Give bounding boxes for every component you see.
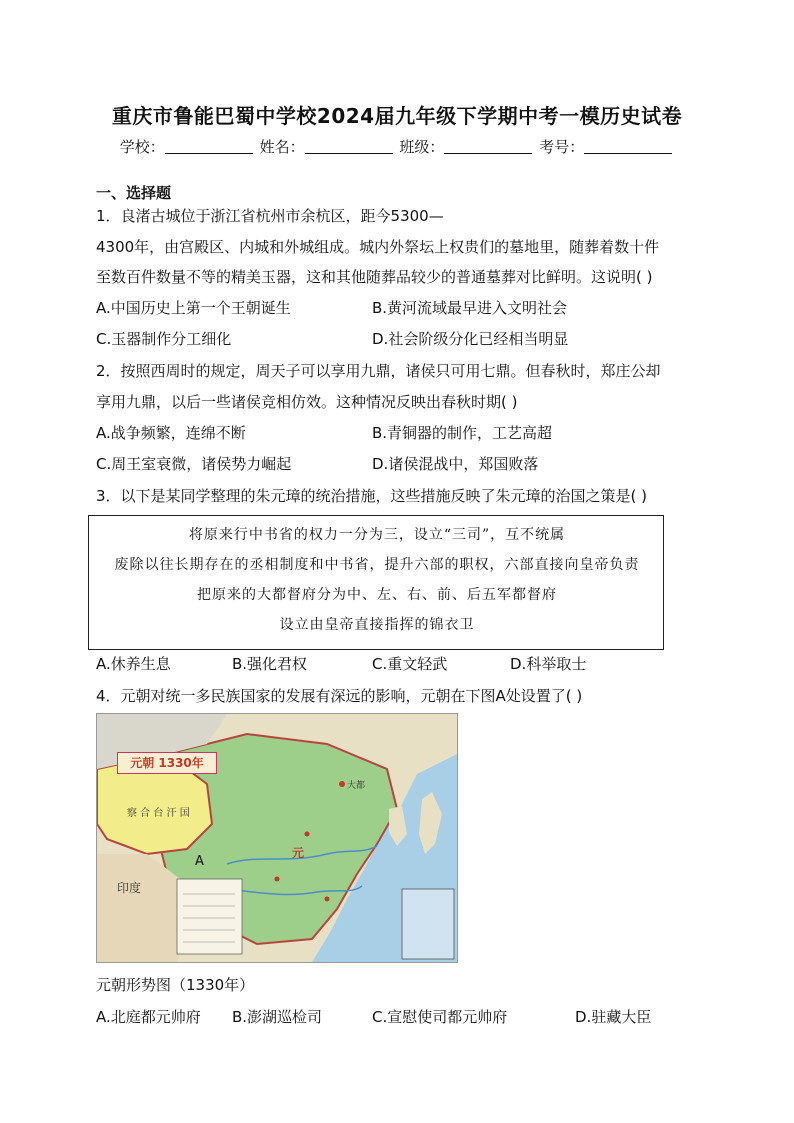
name-blank[interactable] xyxy=(305,139,393,154)
q1-option-d[interactable]: D.社会阶级分化已经相当明显 xyxy=(372,330,569,348)
q3-option-c[interactable]: C.重文轻武 xyxy=(372,655,448,673)
q3-box-line-3: 把原来的大都督府分为中、左、右、前、后五军都督府 xyxy=(197,587,557,603)
q4-option-d[interactable]: D.驻藏大臣 xyxy=(575,1008,652,1026)
q1-option-c[interactable]: C.玉器制作分工细化 xyxy=(96,330,232,348)
q3-stem: 3．以下是某同学整理的朱元璋的统治措施，这些措施反映了朱元璋的治国之策是( ) xyxy=(96,487,648,505)
class-blank[interactable] xyxy=(444,139,532,154)
yuan-dynasty-map xyxy=(96,713,458,963)
q3-measures-box xyxy=(88,515,664,650)
exam-title: 重庆市鲁能巴蜀中学校2024届九年级下学期中考一模历史试卷 xyxy=(111,104,683,128)
q1-stem-line-1: 1．良渚古城位于浙江省杭州市余杭区，距今5300— xyxy=(96,207,444,225)
q2-option-c[interactable]: C.周王室衰微，诸侯势力崛起 xyxy=(96,455,292,473)
q4-option-b[interactable]: B.澎湖巡检司 xyxy=(232,1008,323,1026)
q3-option-b[interactable]: B.强化君权 xyxy=(232,655,308,673)
q2-option-a[interactable]: A.战争频繁，连绵不断 xyxy=(96,424,246,442)
map-label-a: A xyxy=(195,854,204,869)
map-label-india: 印度 xyxy=(117,881,142,895)
q1-stem-line-3: 至数百件数量不等的精美玉器，这和其他随葬品较少的普通墓葬对比鲜明。这说明( ) xyxy=(96,268,653,286)
q4-option-a[interactable]: A.北庭都元帅府 xyxy=(96,1008,201,1026)
class-label: 班级： xyxy=(399,138,445,156)
map-caption: 元朝形势图（1330年） xyxy=(96,976,255,994)
q4-stem: 4．元朝对统一多民族国家的发展有深远的影响，元朝在下图A处设置了( ) xyxy=(96,687,583,705)
q4-option-c[interactable]: C.宣慰使司都元帅府 xyxy=(372,1008,508,1026)
q3-box-line-4: 设立由皇帝直接指挥的锦衣卫 xyxy=(279,617,475,633)
q3-option-d[interactable]: D.科举取士 xyxy=(510,655,587,673)
map-label-khanate: 察 合 台 汗 国 xyxy=(127,808,190,819)
q1-option-a[interactable]: A.中国历史上第一个王朝诞生 xyxy=(96,299,291,317)
student-info-row xyxy=(0,136,794,157)
q2-option-d[interactable]: D.诸侯混战中，郑国败落 xyxy=(372,455,539,473)
q1-stem-line-2: 4300年，由宫殿区、内城和外城组成。城内外祭坛上权贵们的墓地里，随葬着数十件 xyxy=(96,238,660,256)
school-blank[interactable] xyxy=(165,139,253,154)
q2-option-b[interactable]: B.青铜器的制作，工艺高超 xyxy=(372,424,553,442)
school-label: 学校： xyxy=(119,138,165,156)
q2-stem-line-1: 2．按照西周时的规定，周天子可以享用九鼎，诸侯只可用七鼎。但春秋时，郑庄公却 xyxy=(96,362,661,380)
map-label-dadu: 大都 xyxy=(347,781,366,791)
map-label-yuan: 元 xyxy=(292,846,305,860)
number-label: 考号： xyxy=(539,138,585,156)
number-blank[interactable] xyxy=(584,139,672,154)
q2-stem-line-2: 享用九鼎，以后一些诸侯竞相仿效。这种情况反映出春秋时期( ) xyxy=(96,393,518,411)
name-label: 姓名： xyxy=(259,138,305,156)
q3-box-line-2: 废除以往长期存在的丞相制度和中书省，提升六部的职权，六部直接向皇帝负责 xyxy=(114,557,640,573)
q3-option-a[interactable]: A.休养生息 xyxy=(96,655,171,673)
q1-option-b[interactable]: B.黄河流域最早进入文明社会 xyxy=(372,299,568,317)
section-heading: 一、选择题 xyxy=(96,184,172,202)
q3-box-line-1: 将原来行中书省的权力一分为三，设立“三司”，互不统属 xyxy=(188,527,566,543)
map-banner: 元朝 1330年 xyxy=(117,752,217,774)
